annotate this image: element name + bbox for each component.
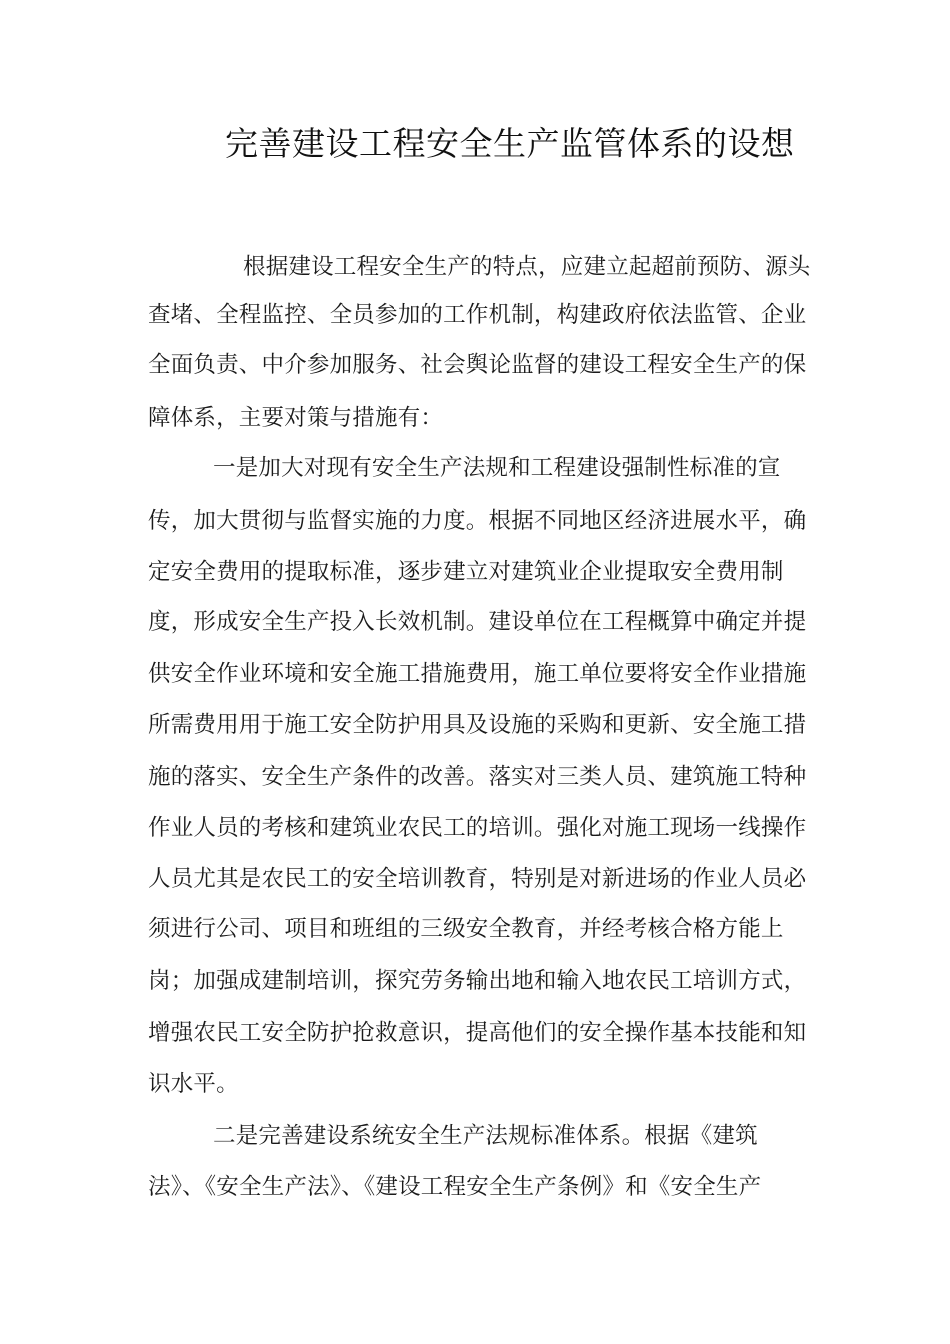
- paragraph-2-line-13: 识水平。: [148, 1071, 239, 1097]
- paragraph-2-line-10: 须进行公司、项目和班组的三级安全教育，并经考核合格方能上: [148, 916, 784, 942]
- paragraph-1-line-3: 全面负责、中介参加服务、社会舆论监督的建设工程安全生产的保: [148, 352, 807, 378]
- paragraph-2-line-8: 作业人员的考核和建筑业农民工的培训。强化对施工现场一线操作: [148, 815, 807, 841]
- paragraph-1-line-1: 根据建设工程安全生产的特点，应建立起超前预防、源头: [243, 254, 811, 280]
- paragraph-2-line-5: 供安全作业环境和安全施工措施费用，施工单位要将安全作业措施: [148, 661, 807, 687]
- page-title: 完善建设工程安全生产监管体系的设想: [225, 124, 795, 163]
- paragraph-3-line-1: 二是完善建设系统安全生产法规标准体系。根据《建筑: [213, 1123, 758, 1149]
- paragraph-2-line-11: 岗；加强成建制培训，探究劳务输出地和输入地农民工培训方式，: [148, 968, 807, 994]
- paragraph-2-line-7: 施的落实、安全生产条件的改善。落实对三类人员、建筑施工特种: [148, 764, 807, 790]
- paragraph-3-line-2: 法》、《安全生产法》、《建设工程安全生产条例》和《安全生产: [148, 1174, 762, 1200]
- paragraph-2-line-6: 所需费用用于施工安全防护用具及设施的采购和更新、安全施工措: [148, 712, 807, 738]
- paragraph-2-line-12: 增强农民工安全防护抢救意识，提高他们的安全操作基本技能和知: [148, 1020, 807, 1046]
- paragraph-2-line-2: 传，加大贯彻与监督实施的力度。根据不同地区经济进展水平，确: [148, 508, 807, 534]
- paragraph-2-line-3: 定安全费用的提取标准，逐步建立对建筑业企业提取安全费用制: [148, 559, 784, 585]
- paragraph-1-line-2: 查堵、全程监控、全员参加的工作机制，构建政府依法监管、企业: [148, 302, 807, 328]
- paragraph-2-line-1: 一是加大对现有安全生产法规和工程建设强制性标准的宣: [213, 455, 781, 481]
- paragraph-2-line-9: 人员尤其是农民工的安全培训教育，特别是对新进场的作业人员必: [148, 866, 807, 892]
- paragraph-1-line-4: 障体系，主要对策与措施有：: [148, 405, 444, 431]
- paragraph-2-line-4: 度，形成安全生产投入长效机制。建设单位在工程概算中确定并提: [148, 609, 807, 635]
